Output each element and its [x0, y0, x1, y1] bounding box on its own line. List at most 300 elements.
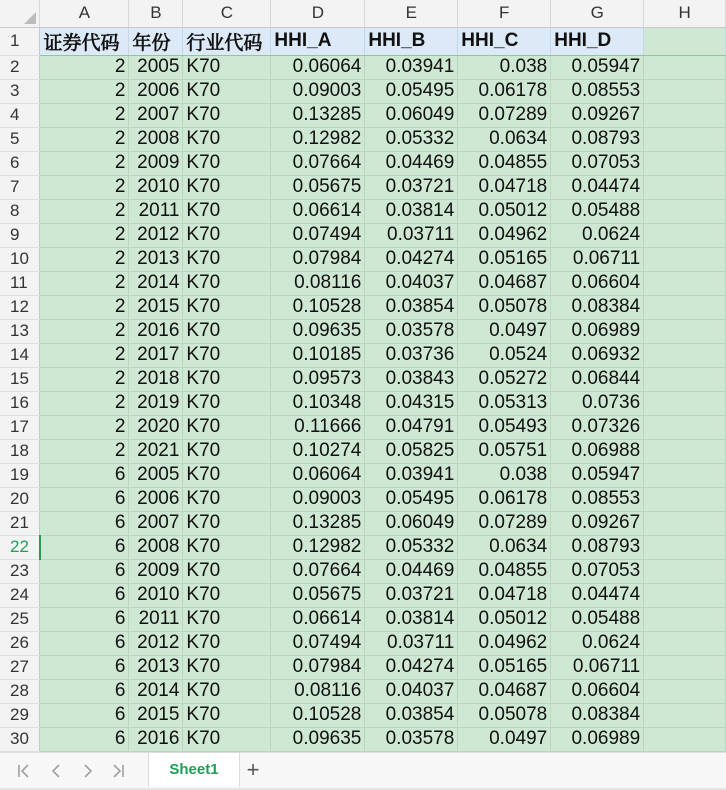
row-header[interactable]: 1 — [0, 27, 40, 55]
cell[interactable]: 0.05493 — [458, 415, 551, 439]
cell[interactable]: K70 — [183, 439, 271, 463]
cell[interactable]: 0.03721 — [365, 175, 458, 199]
table-row — [0, 199, 726, 223]
cell[interactable]: 0.07664 — [271, 151, 365, 175]
cell[interactable]: 0.10528 — [271, 295, 365, 319]
cell[interactable]: 2019 — [129, 391, 183, 415]
table-row — [0, 343, 726, 367]
column-header[interactable]: G — [551, 0, 644, 27]
row-header[interactable]: 20 — [0, 487, 40, 511]
row-header[interactable]: 26 — [0, 631, 40, 655]
table-row — [0, 559, 726, 583]
cell[interactable] — [644, 55, 726, 79]
cell[interactable]: 0.05947 — [551, 463, 644, 487]
cell[interactable]: 0.04469 — [365, 151, 458, 175]
cell[interactable]: 0.04274 — [365, 247, 458, 271]
cell[interactable] — [644, 607, 726, 631]
cell[interactable]: K70 — [183, 223, 271, 247]
row-header[interactable]: 30 — [0, 727, 40, 751]
cell[interactable]: 0.12982 — [271, 535, 365, 559]
cell[interactable]: 2 — [40, 247, 129, 271]
cell[interactable]: 2010 — [129, 583, 183, 607]
cell[interactable] — [644, 27, 726, 55]
prev-sheet-icon[interactable] — [44, 759, 68, 783]
cell[interactable]: 0.04474 — [551, 583, 644, 607]
cell[interactable]: 2010 — [129, 175, 183, 199]
cell[interactable]: 0.05947 — [551, 55, 644, 79]
cell[interactable]: 6 — [40, 631, 129, 655]
cell[interactable] — [644, 583, 726, 607]
cell[interactable]: 0.05495 — [365, 79, 458, 103]
cell[interactable]: 0.06604 — [551, 679, 644, 703]
cell[interactable]: 0.06178 — [458, 487, 551, 511]
cell[interactable]: 2 — [40, 391, 129, 415]
cell[interactable]: K70 — [183, 127, 271, 151]
cell[interactable]: 0.04718 — [458, 583, 551, 607]
cell[interactable]: 2018 — [129, 367, 183, 391]
cell[interactable]: 0.06989 — [551, 319, 644, 343]
cell[interactable]: 0.05332 — [365, 127, 458, 151]
last-sheet-icon[interactable] — [106, 759, 130, 783]
cell[interactable] — [644, 199, 726, 223]
cell[interactable]: 2 — [40, 439, 129, 463]
cell[interactable]: 2021 — [129, 439, 183, 463]
cell[interactable]: 0.05825 — [365, 439, 458, 463]
cell[interactable]: 0.05078 — [458, 295, 551, 319]
cell[interactable]: K70 — [183, 367, 271, 391]
cell[interactable]: 0.07984 — [271, 247, 365, 271]
cell[interactable] — [644, 655, 726, 679]
cell[interactable]: 2020 — [129, 415, 183, 439]
cell[interactable]: 0.06049 — [365, 511, 458, 535]
cell[interactable] — [644, 223, 726, 247]
cell[interactable]: 0.08116 — [271, 271, 365, 295]
table-row — [0, 487, 726, 511]
cell[interactable]: 0.05675 — [271, 583, 365, 607]
cell[interactable]: K70 — [183, 319, 271, 343]
cell[interactable]: 6 — [40, 703, 129, 727]
cell[interactable]: 6 — [40, 727, 129, 751]
cell[interactable] — [644, 175, 726, 199]
cell[interactable]: 0.07289 — [458, 103, 551, 127]
cell[interactable]: 0.04718 — [458, 175, 551, 199]
cell[interactable]: 0.04687 — [458, 679, 551, 703]
cell[interactable]: 0.038 — [458, 55, 551, 79]
header-cell[interactable]: 行业代码 — [183, 27, 271, 55]
cell[interactable] — [644, 703, 726, 727]
cell[interactable]: 0.0624 — [551, 631, 644, 655]
cell[interactable]: 0.03941 — [365, 463, 458, 487]
cell[interactable]: 6 — [40, 607, 129, 631]
cell[interactable]: 0.06614 — [271, 199, 365, 223]
cell[interactable]: 0.09003 — [271, 487, 365, 511]
cell[interactable]: 0.05165 — [458, 655, 551, 679]
cell[interactable]: 0.08553 — [551, 487, 644, 511]
cell[interactable]: 0.05078 — [458, 703, 551, 727]
cell[interactable]: 2 — [40, 415, 129, 439]
column-header[interactable]: H — [644, 0, 726, 27]
cell[interactable]: 0.03941 — [365, 55, 458, 79]
cell[interactable]: K70 — [183, 655, 271, 679]
cell[interactable]: 2007 — [129, 103, 183, 127]
row-header[interactable]: 22 — [0, 535, 40, 559]
cell[interactable]: 0.03578 — [365, 727, 458, 751]
cell[interactable] — [644, 679, 726, 703]
column-header[interactable]: C — [183, 0, 271, 27]
cell[interactable]: 0.04855 — [458, 559, 551, 583]
cell[interactable]: 6 — [40, 535, 129, 559]
cell[interactable]: K70 — [183, 535, 271, 559]
cell[interactable] — [644, 559, 726, 583]
row-header[interactable]: 19 — [0, 463, 40, 487]
cell[interactable]: 0.03711 — [365, 223, 458, 247]
cell[interactable]: 0.09635 — [271, 727, 365, 751]
cell[interactable]: K70 — [183, 727, 271, 751]
cell[interactable]: 0.06064 — [271, 55, 365, 79]
cell[interactable]: 0.05488 — [551, 199, 644, 223]
cell[interactable]: 0.12982 — [271, 127, 365, 151]
cell[interactable]: 2 — [40, 343, 129, 367]
cell[interactable]: 0.09573 — [271, 367, 365, 391]
select-all-corner[interactable] — [0, 0, 40, 27]
cell[interactable]: 0.0634 — [458, 535, 551, 559]
cell[interactable]: 0.05488 — [551, 607, 644, 631]
cell[interactable]: K70 — [183, 391, 271, 415]
cell[interactable]: 0.07053 — [551, 559, 644, 583]
cell[interactable]: 2 — [40, 223, 129, 247]
cell[interactable]: 2 — [40, 319, 129, 343]
cell[interactable]: 0.13285 — [271, 511, 365, 535]
cell[interactable]: K70 — [183, 487, 271, 511]
cell[interactable]: 0.0736 — [551, 391, 644, 415]
row-header[interactable]: 2 — [0, 55, 40, 79]
cell[interactable] — [644, 535, 726, 559]
cell[interactable]: 6 — [40, 463, 129, 487]
cell[interactable]: 0.04037 — [365, 271, 458, 295]
row-header[interactable]: 16 — [0, 391, 40, 415]
cell[interactable] — [644, 319, 726, 343]
cell[interactable]: 0.07053 — [551, 151, 644, 175]
cell[interactable] — [644, 727, 726, 751]
cell[interactable]: 0.05313 — [458, 391, 551, 415]
cell[interactable]: 0.05012 — [458, 199, 551, 223]
cell[interactable]: 6 — [40, 583, 129, 607]
select-all-icon — [24, 12, 36, 24]
cell[interactable]: 0.08384 — [551, 295, 644, 319]
table-row — [0, 175, 726, 199]
cell[interactable]: 2 — [40, 55, 129, 79]
cell[interactable]: 0.09267 — [551, 103, 644, 127]
row-header[interactable]: 8 — [0, 199, 40, 223]
row-header[interactable]: 6 — [0, 151, 40, 175]
cell[interactable]: 0.08384 — [551, 703, 644, 727]
cell[interactable]: 0.0497 — [458, 319, 551, 343]
cell[interactable]: 0.10348 — [271, 391, 365, 415]
cell[interactable]: 2016 — [129, 727, 183, 751]
cell[interactable]: 0.0497 — [458, 727, 551, 751]
cell[interactable]: 0.06604 — [551, 271, 644, 295]
cell[interactable]: 2 — [40, 271, 129, 295]
cell[interactable]: K70 — [183, 631, 271, 655]
cell[interactable]: 0.04315 — [365, 391, 458, 415]
table-row — [0, 631, 726, 655]
cell[interactable]: K70 — [183, 175, 271, 199]
cell[interactable]: 0.04962 — [458, 223, 551, 247]
cell[interactable]: 2013 — [129, 655, 183, 679]
cell[interactable]: 0.07664 — [271, 559, 365, 583]
cell[interactable]: 0.07494 — [271, 223, 365, 247]
add-sheet-button[interactable]: + — [246, 757, 260, 782]
cell[interactable] — [644, 439, 726, 463]
cell[interactable]: 0.04687 — [458, 271, 551, 295]
cell[interactable]: K70 — [183, 583, 271, 607]
cell[interactable]: 0.05165 — [458, 247, 551, 271]
cell[interactable] — [644, 415, 726, 439]
cell[interactable]: K70 — [183, 79, 271, 103]
cell[interactable]: 0.13285 — [271, 103, 365, 127]
column-header[interactable]: E — [365, 0, 458, 27]
cell[interactable]: 2 — [40, 367, 129, 391]
cell[interactable]: 0.07289 — [458, 511, 551, 535]
cell[interactable]: 0.06844 — [551, 367, 644, 391]
row-header[interactable]: 12 — [0, 295, 40, 319]
cell[interactable] — [644, 487, 726, 511]
cell[interactable]: K70 — [183, 607, 271, 631]
header-cell[interactable]: HHI_D — [551, 27, 644, 55]
cell[interactable]: 0.06064 — [271, 463, 365, 487]
cell[interactable] — [644, 391, 726, 415]
cell[interactable]: 2005 — [129, 463, 183, 487]
cell[interactable] — [644, 511, 726, 535]
cell[interactable] — [644, 103, 726, 127]
cell[interactable]: 0.09267 — [551, 511, 644, 535]
cell[interactable]: 0.06989 — [551, 727, 644, 751]
cell[interactable]: 0.07984 — [271, 655, 365, 679]
cell[interactable]: 0.07326 — [551, 415, 644, 439]
cell[interactable] — [644, 367, 726, 391]
cell[interactable]: 2 — [40, 127, 129, 151]
cell[interactable]: K70 — [183, 55, 271, 79]
cell[interactable]: 0.05751 — [458, 439, 551, 463]
cell[interactable]: 0.08116 — [271, 679, 365, 703]
cell[interactable]: 0.03814 — [365, 199, 458, 223]
cell[interactable]: 0.05675 — [271, 175, 365, 199]
cell[interactable]: 0.06711 — [551, 247, 644, 271]
cell[interactable]: 2 — [40, 295, 129, 319]
cell[interactable]: 0.04474 — [551, 175, 644, 199]
row-header[interactable]: 23 — [0, 559, 40, 583]
cell[interactable]: K70 — [183, 295, 271, 319]
cell[interactable]: 0.0624 — [551, 223, 644, 247]
row-header[interactable]: 27 — [0, 655, 40, 679]
cell[interactable]: 0.04274 — [365, 655, 458, 679]
cell[interactable]: 2 — [40, 79, 129, 103]
row-header[interactable]: 7 — [0, 175, 40, 199]
row-header[interactable]: 4 — [0, 103, 40, 127]
first-sheet-icon[interactable] — [12, 759, 36, 783]
cell[interactable]: 6 — [40, 655, 129, 679]
cell[interactable]: 2015 — [129, 295, 183, 319]
cell[interactable]: K70 — [183, 247, 271, 271]
cell[interactable]: 0.06049 — [365, 103, 458, 127]
cell[interactable]: 0.09003 — [271, 79, 365, 103]
cell[interactable]: 6 — [40, 511, 129, 535]
cell[interactable]: 6 — [40, 559, 129, 583]
row-header[interactable]: 18 — [0, 439, 40, 463]
header-cell[interactable]: HHI_A — [271, 27, 365, 55]
row-header[interactable]: 28 — [0, 679, 40, 703]
header-cell[interactable]: 证券代码 — [40, 27, 129, 55]
cell[interactable]: 0.05495 — [365, 487, 458, 511]
cell[interactable]: 2013 — [129, 247, 183, 271]
cell[interactable] — [644, 343, 726, 367]
cell[interactable]: 2006 — [129, 79, 183, 103]
cell[interactable]: 0.03854 — [365, 295, 458, 319]
cell[interactable]: 0.06711 — [551, 655, 644, 679]
cell[interactable]: 0.038 — [458, 463, 551, 487]
cell[interactable]: 0.09635 — [271, 319, 365, 343]
cell[interactable]: K70 — [183, 511, 271, 535]
row-header[interactable]: 9 — [0, 223, 40, 247]
sheet-tab[interactable]: Sheet1 — [148, 753, 240, 787]
cell[interactable] — [644, 79, 726, 103]
cell[interactable]: 2 — [40, 103, 129, 127]
cell[interactable]: 0.03736 — [365, 343, 458, 367]
cell[interactable]: 0.03711 — [365, 631, 458, 655]
cell[interactable]: 0.06178 — [458, 79, 551, 103]
table-row — [0, 391, 726, 415]
cell[interactable]: 0.04791 — [365, 415, 458, 439]
row-header[interactable]: 13 — [0, 319, 40, 343]
row-header[interactable]: 25 — [0, 607, 40, 631]
cell[interactable]: K70 — [183, 559, 271, 583]
cell[interactable] — [644, 271, 726, 295]
cell[interactable]: 0.08793 — [551, 127, 644, 151]
cell[interactable]: 0.05272 — [458, 367, 551, 391]
cell[interactable]: 0.10185 — [271, 343, 365, 367]
cell[interactable]: 2011 — [129, 199, 183, 223]
table-row — [0, 151, 726, 175]
cell[interactable]: 0.05332 — [365, 535, 458, 559]
next-sheet-icon[interactable] — [76, 759, 100, 783]
cell[interactable]: 0.04469 — [365, 559, 458, 583]
cell[interactable]: 0.04037 — [365, 679, 458, 703]
cell[interactable]: 6 — [40, 679, 129, 703]
header-cell[interactable]: 年份 — [129, 27, 183, 55]
cell[interactable]: 6 — [40, 487, 129, 511]
cell[interactable]: 2 — [40, 151, 129, 175]
table-row — [0, 127, 726, 151]
cell[interactable]: 0.04855 — [458, 151, 551, 175]
cell[interactable]: 0.06932 — [551, 343, 644, 367]
cell[interactable]: 0.03721 — [365, 583, 458, 607]
cell[interactable]: 2005 — [129, 55, 183, 79]
cell[interactable]: 0.03854 — [365, 703, 458, 727]
cell[interactable]: K70 — [183, 271, 271, 295]
cell[interactable]: 0.03843 — [365, 367, 458, 391]
cell[interactable]: 2014 — [129, 679, 183, 703]
column-header[interactable]: F — [458, 0, 551, 27]
row-header[interactable]: 10 — [0, 247, 40, 271]
row-header[interactable]: 3 — [0, 79, 40, 103]
row-header[interactable]: 17 — [0, 415, 40, 439]
cell[interactable]: 2009 — [129, 151, 183, 175]
cell[interactable] — [644, 463, 726, 487]
cell[interactable]: 2017 — [129, 343, 183, 367]
cell[interactable]: 0.04962 — [458, 631, 551, 655]
cell[interactable]: K70 — [183, 103, 271, 127]
cell[interactable]: 2012 — [129, 223, 183, 247]
cell[interactable]: K70 — [183, 151, 271, 175]
row-header[interactable]: 24 — [0, 583, 40, 607]
cell[interactable]: 0.10528 — [271, 703, 365, 727]
table-row — [0, 583, 726, 607]
cell[interactable]: 2015 — [129, 703, 183, 727]
table-row — [0, 55, 726, 79]
cell[interactable]: 2006 — [129, 487, 183, 511]
cell[interactable]: 2 — [40, 199, 129, 223]
row-header[interactable]: 5 — [0, 127, 40, 151]
cell[interactable]: K70 — [183, 343, 271, 367]
row-header[interactable]: 29 — [0, 703, 40, 727]
cell[interactable]: 2007 — [129, 511, 183, 535]
cell[interactable]: K70 — [183, 703, 271, 727]
cell[interactable]: 0.03578 — [365, 319, 458, 343]
cell[interactable]: 0.03814 — [365, 607, 458, 631]
column-header[interactable]: A — [40, 0, 129, 27]
column-header[interactable]: B — [129, 0, 183, 27]
row-header[interactable]: 21 — [0, 511, 40, 535]
cell[interactable]: 0.08793 — [551, 535, 644, 559]
cell[interactable]: K70 — [183, 199, 271, 223]
cell[interactable]: 0.10274 — [271, 439, 365, 463]
cell[interactable] — [644, 151, 726, 175]
column-header[interactable]: D — [271, 0, 365, 27]
cell[interactable]: 0.0634 — [458, 127, 551, 151]
row-header[interactable]: 15 — [0, 367, 40, 391]
cell[interactable]: 0.06614 — [271, 607, 365, 631]
cell[interactable]: 2012 — [129, 631, 183, 655]
table-row — [0, 703, 726, 727]
cell[interactable]: 2016 — [129, 319, 183, 343]
cell[interactable]: 2008 — [129, 535, 183, 559]
cell[interactable]: 0.06988 — [551, 439, 644, 463]
cell[interactable]: 0.08553 — [551, 79, 644, 103]
header-cell[interactable]: HHI_B — [365, 27, 458, 55]
cell[interactable]: 0.0524 — [458, 343, 551, 367]
table-row — [0, 439, 726, 463]
row-header[interactable]: 14 — [0, 343, 40, 367]
cell[interactable]: 2014 — [129, 271, 183, 295]
cell[interactable]: 2009 — [129, 559, 183, 583]
cell[interactable] — [644, 631, 726, 655]
cell[interactable]: 2008 — [129, 127, 183, 151]
cell[interactable]: K70 — [183, 463, 271, 487]
cell[interactable] — [644, 127, 726, 151]
cell[interactable] — [644, 247, 726, 271]
cell[interactable]: 2011 — [129, 607, 183, 631]
cell[interactable]: K70 — [183, 679, 271, 703]
cell[interactable] — [644, 295, 726, 319]
cell[interactable]: K70 — [183, 415, 271, 439]
cell[interactable]: 0.05012 — [458, 607, 551, 631]
table-row — [0, 511, 726, 535]
cell[interactable]: 0.07494 — [271, 631, 365, 655]
cell[interactable]: 2 — [40, 175, 129, 199]
header-cell[interactable]: HHI_C — [458, 27, 551, 55]
row-header[interactable]: 11 — [0, 271, 40, 295]
cell[interactable]: 0.11666 — [271, 415, 365, 439]
